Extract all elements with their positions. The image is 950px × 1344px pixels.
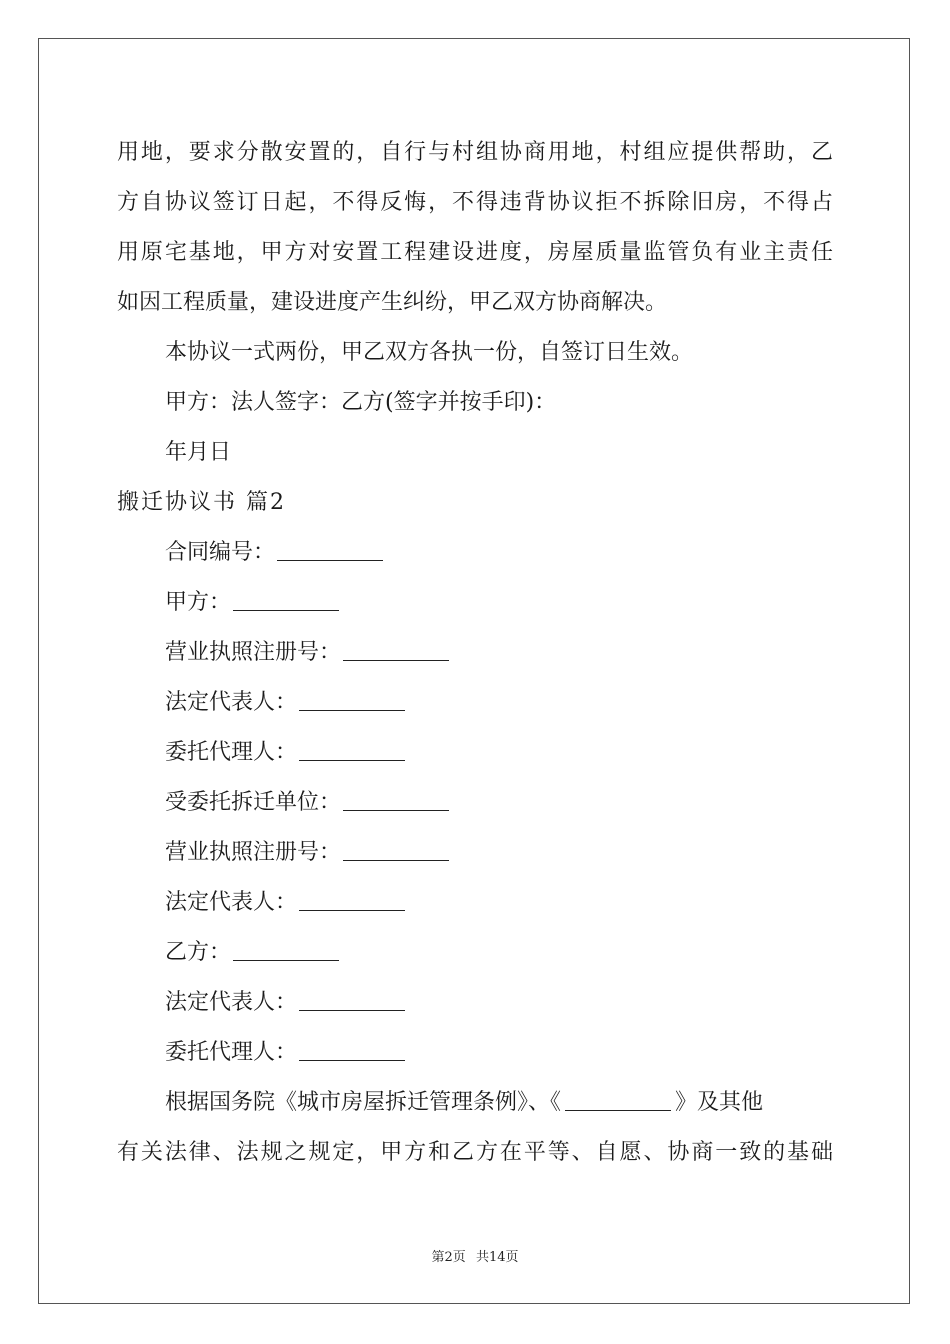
blank-field bbox=[299, 1042, 405, 1061]
field-label: 委托代理人： bbox=[165, 740, 298, 765]
field-label: 营业执照注册号： bbox=[165, 640, 342, 665]
field-demolition-unit bbox=[117, 778, 833, 828]
field-agent bbox=[117, 728, 833, 778]
field-party-b bbox=[117, 928, 833, 978]
paragraph-line: 如因工程质量，建设进度产生纠纷，甲乙双方协商解决。 bbox=[117, 290, 668, 315]
blank-field bbox=[277, 542, 383, 561]
field-contract-number bbox=[117, 528, 833, 578]
document-body bbox=[117, 128, 833, 1178]
text-fragment: 》及其他 bbox=[675, 1090, 764, 1115]
field-label: 法定代表人： bbox=[165, 890, 298, 915]
field-label: 受委托拆迁单位： bbox=[165, 790, 342, 815]
field-license-number-2 bbox=[117, 828, 833, 878]
blank-field bbox=[299, 992, 405, 1011]
blank-field bbox=[233, 942, 339, 961]
signature-line: 甲方：法人签字：乙方(签字并按手印)： bbox=[165, 390, 557, 415]
field-label: 合同编号： bbox=[165, 540, 276, 565]
field-license-number bbox=[117, 628, 833, 678]
blank-field bbox=[343, 842, 449, 861]
validity-clause: 本协议一式两份，甲乙双方各执一份，自签订日生效。 bbox=[165, 340, 694, 365]
field-label: 乙方： bbox=[165, 940, 232, 965]
paragraph-line: 有关法律、法规之规定，甲方和乙方在平等、自愿、协商一致的基础 bbox=[117, 1140, 833, 1165]
section-heading: 搬迁协议书 篇2 bbox=[117, 490, 286, 515]
field-label: 营业执照注册号： bbox=[165, 840, 342, 865]
page-footer bbox=[0, 1246, 950, 1265]
field-legal-representative-2 bbox=[117, 878, 833, 928]
blank-field bbox=[343, 642, 449, 661]
page-number: 第2页 bbox=[431, 1250, 466, 1265]
date-line: 年月日 bbox=[165, 440, 232, 465]
paragraph-line bbox=[117, 1078, 833, 1128]
field-party-a bbox=[117, 578, 833, 628]
field-label: 法定代表人： bbox=[165, 690, 298, 715]
field-label: 法定代表人： bbox=[165, 990, 298, 1015]
blank-field bbox=[299, 692, 405, 711]
paragraph-line: 方自协议签订日起，不得反悔，不得违背协议拒不拆除旧房，不得占 bbox=[117, 190, 833, 215]
field-agent-2 bbox=[117, 1028, 833, 1078]
blank-field bbox=[343, 792, 449, 811]
blank-field bbox=[233, 592, 339, 611]
field-label: 甲方： bbox=[165, 590, 232, 615]
total-pages: 共14页 bbox=[475, 1250, 519, 1265]
blank-field bbox=[299, 742, 405, 761]
paragraph-line: 用地，要求分散安置的，自行与村组协商用地，村组应提供帮助，乙 bbox=[117, 140, 833, 165]
field-legal-representative bbox=[117, 678, 833, 728]
blank-field bbox=[299, 892, 405, 911]
blank-field bbox=[565, 1092, 671, 1111]
text-fragment: 根据国务院《城市房屋拆迁管理条例》、《 bbox=[165, 1090, 562, 1115]
field-label: 委托代理人： bbox=[165, 1040, 298, 1065]
paragraph-line: 用原宅基地，甲方对安置工程建设进度，房屋质量监管负有业主责任 bbox=[117, 240, 833, 265]
field-legal-representative-3 bbox=[117, 978, 833, 1028]
